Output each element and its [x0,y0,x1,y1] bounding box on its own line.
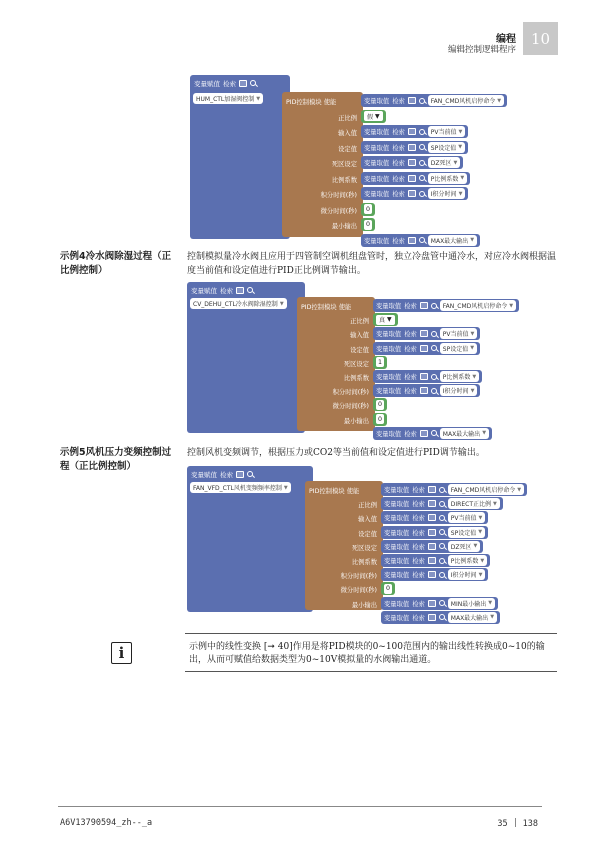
variable-name: P比例系数 [442,374,471,381]
pid-param-label: 比例系数 [343,375,369,382]
pid-block-diagram-dehumidify [187,282,553,437]
search-icon[interactable] [419,144,425,150]
search-label: 检索 [412,515,425,523]
boolean-value-block [361,110,386,123]
chevron-down-icon[interactable]: ▼ [283,484,288,491]
chapter-subtitle: 编辑控制逻辑程序 [447,45,516,55]
variable-dropdown[interactable] [428,173,467,184]
variable-getter-label: 变量取值 [376,374,402,381]
variable-picker-icon[interactable] [420,345,428,352]
search-label: 检索 [392,160,405,167]
search-icon[interactable] [439,558,445,564]
variable-getter-label: 变量取值 [364,191,390,198]
target-variable-dropdown[interactable] [193,93,263,104]
variable-dropdown[interactable] [448,569,486,580]
variable-dropdown[interactable] [440,371,479,382]
variable-name: MAX最大输出 [430,237,469,245]
pid-param-label: 输入值 [358,516,377,524]
pid-param-label: 设定值 [358,530,377,538]
chevron-down-icon[interactable]: ▼ [279,300,284,307]
variable-picker-icon[interactable] [428,529,436,536]
chevron-down-icon[interactable]: ▼ [256,95,261,102]
search-icon[interactable] [439,614,445,620]
variable-getter-block [381,554,490,567]
target-variable-name: CV_DEHU_CTL冷水阀除湿控制 [193,301,278,308]
search-label: 检索 [412,558,425,565]
search-icon[interactable] [439,487,445,493]
variable-picker-icon[interactable] [420,373,428,380]
number-value-block [361,203,375,216]
variable-dropdown[interactable] [440,343,477,354]
chevron-down-icon[interactable]: ▼ [375,112,380,120]
pid-param-label: 微分时间(秒) [340,587,377,595]
current-page: 35 [497,819,508,829]
pid-param-label: 最小输出 [331,223,357,230]
variable-picker-icon[interactable] [236,471,244,478]
boolean-value-block [373,313,398,326]
variable-getter-label: 变量取值 [384,543,410,551]
target-variable-dropdown[interactable] [190,298,287,309]
search-icon[interactable] [439,515,445,521]
example-4-title: 示例4冷水阀除湿过程（正比例控制） [60,251,172,276]
chevron-down-icon[interactable]: ▼ [493,500,497,507]
chevron-down-icon[interactable]: ▼ [473,543,478,550]
variable-picker-icon[interactable] [428,571,436,578]
variable-getter-block [373,384,480,397]
variable-assign-label: 变量赋值 [194,79,220,88]
pid-block-diagram-humidify [190,75,525,246]
chevron-down-icon[interactable]: ▼ [458,128,463,135]
search-label: 检索 [404,331,417,339]
variable-getter-block [381,611,500,624]
pid-param-label: 最小输出 [351,601,377,609]
search-label: 检索 [392,98,405,105]
pid-param-label: 微分时间(秒) [320,207,357,215]
search-label: 检索 [392,129,405,136]
number-value-block [373,356,387,369]
variable-getter-label: 变量取值 [376,331,402,339]
pid-param-label: 死区设定 [351,544,377,552]
variable-name: DZ死区 [430,160,452,167]
number-value-block [361,218,375,231]
variable-picker-icon[interactable] [236,287,244,294]
pid-param-label: 积分时间(秒) [340,573,377,581]
variable-getter-label: 变量取值 [384,529,410,537]
variable-dropdown[interactable] [428,126,466,137]
variable-dropdown[interactable] [440,428,489,439]
chevron-down-icon[interactable]: ▼ [472,373,477,380]
enable-variable-getter [361,94,507,107]
variable-getter-block [381,511,488,524]
variable-picker-icon[interactable] [428,500,436,507]
variable-dropdown[interactable] [440,385,478,396]
variable-dropdown[interactable] [448,598,495,609]
variable-picker-icon[interactable] [408,237,416,244]
pid-param-label: 死区设定 [343,360,369,368]
variable-picker-icon[interactable] [428,614,436,621]
variable-getter-label: 变量取值 [376,430,402,438]
variable-name: MAX最大输出 [442,430,481,438]
target-variable-name: FAN_VFD_CTL风机变频频率控制 [193,485,282,492]
variable-picker-icon[interactable] [408,144,416,151]
chevron-down-icon[interactable]: ▼ [509,302,514,309]
search-icon[interactable] [439,572,445,578]
pid-block-diagram-fan-vfd [187,466,557,623]
variable-getter-label: 变量取值 [376,388,402,396]
search-label: 检索 [392,144,405,152]
number-input[interactable]: 0 [378,415,383,423]
search-icon[interactable] [431,331,437,337]
variable-dropdown[interactable] [428,157,461,168]
variable-getter-block [373,427,492,440]
variable-picker-icon[interactable] [420,430,428,437]
search-icon[interactable] [419,191,425,197]
document-id: A6V13790594_zh--_a [60,818,153,828]
variable-dropdown[interactable] [448,612,497,623]
note-text: 示例中的线性变换 [➞ 40]作用是将PID模块的0~100范围内的输出线性转换成0~10的输出，从而可赋值给数据类型为0~10V模拟量的水阀输出通道。 [189,642,545,665]
number-input[interactable]: 1 [378,358,383,366]
variable-getter-block [361,187,468,200]
variable-getter-block [373,327,480,340]
boolean-value: 真 [379,317,386,325]
variable-assign-label: 变量赋值 [191,470,217,479]
pid-module-label: PID控制模块 使能 [301,304,352,311]
variable-name: PV当前值 [450,515,477,523]
chevron-down-icon[interactable]: ▼ [470,237,475,243]
variable-picker-icon[interactable] [239,80,247,87]
variable-dropdown[interactable] [440,300,516,311]
variable-name: FAN_CMD风机启停命令 [430,98,496,105]
pid-param-label: 死区设定 [331,161,357,168]
variable-name: P比例系数 [450,558,479,565]
search-icon[interactable] [419,160,425,166]
target-variable-name: HUM_CTL加湿阀控制 [196,96,255,103]
variable-getter-label: 变量取值 [376,303,402,310]
search-label: 检索 [392,237,405,245]
variable-name: DZ死区 [450,543,472,551]
variable-dropdown[interactable] [448,527,485,538]
variable-getter-block [373,342,480,355]
note-bottom-rule [185,671,557,672]
search-icon[interactable] [431,430,437,436]
pid-param-label: 微分时间(秒) [332,403,369,411]
pid-param-label: 积分时间(秒) [320,192,357,199]
variable-getter-label: 变量取值 [384,515,410,523]
example-4-description: 控制模拟量冷水阀且应用于四管制空调机组盘管时，独立冷盘管中通冷水，对应冷水阀根据温度当前值和设定值进行PID正比例调节输出。 [187,252,557,276]
pid-param-label: 比例系数 [351,559,377,566]
variable-getter-label: 变量取值 [364,144,390,152]
variable-getter-block [381,597,498,610]
number-value-block [373,413,387,426]
search-icon[interactable] [419,98,425,104]
search-label: 检索 [223,79,236,88]
variable-getter-label: 变量取值 [364,237,390,245]
variable-getter-label: 变量取值 [384,614,410,622]
search-label: 检索 [404,374,417,381]
pid-param-label: 最大输出 [343,431,369,439]
search-label: 检索 [404,345,417,353]
variable-dropdown[interactable] [428,235,477,246]
variable-getter-label: 变量取值 [384,600,410,608]
chevron-down-icon[interactable]: ▼ [460,175,465,181]
chevron-down-icon[interactable]: ▼ [458,144,463,150]
search-label: 检索 [392,175,405,183]
variable-getter-label: 变量取值 [384,501,410,509]
search-icon[interactable] [419,129,425,135]
variable-name: FAN_CMD风机启停命令 [450,487,516,494]
pid-param-label: 设定值 [338,145,357,153]
variable-dropdown[interactable] [448,555,487,566]
chevron-down-icon[interactable]: ▼ [480,557,485,564]
chevron-down-icon[interactable]: ▼ [453,159,458,166]
variable-picker-icon[interactable] [428,514,436,521]
pid-param-label: 正比例 [350,318,369,326]
variable-picker-icon[interactable] [420,302,428,309]
chevron-down-icon[interactable]: ▼ [470,387,475,394]
boolean-dropdown[interactable] [364,111,383,121]
chapter-number-badge: 10 [523,22,558,55]
pid-param-label: 最大输出 [331,238,357,246]
search-icon[interactable] [431,374,437,380]
variable-name: MIN最小输出 [450,600,487,608]
pid-param-label: 最小输出 [343,417,369,425]
search-label: 检索 [412,600,425,608]
variable-getter-block [373,370,482,383]
note-top-rule [185,633,557,634]
search-label: 检索 [220,286,233,295]
pid-param-label: 正比例 [338,114,357,122]
example-5-description: 控制风机变频调节，根据压力或CO2等当前值和设定值进行PID调节输出。 [187,448,485,458]
chapter-title: 编程 [496,34,516,45]
search-label: 检索 [392,191,405,198]
chevron-down-icon[interactable]: ▼ [497,97,502,104]
pid-param-label: 设定值 [350,346,369,354]
variable-dropdown[interactable] [428,95,504,106]
variable-picker-icon[interactable] [428,543,436,550]
number-input[interactable]: 0 [366,221,371,228]
variable-dropdown[interactable] [428,188,466,199]
variable-assign-label: 变量赋值 [191,286,217,295]
info-icon: i [111,642,132,664]
search-label: 检索 [220,470,233,479]
search-label: 检索 [412,529,425,537]
variable-getter-block [361,156,463,169]
chevron-down-icon[interactable]: ▼ [478,514,483,521]
variable-picker-icon[interactable] [408,159,416,166]
search-icon[interactable] [439,501,445,507]
variable-getter-block [381,568,488,581]
search-icon[interactable] [439,529,445,535]
search-label: 检索 [412,487,425,494]
search-icon[interactable] [431,303,437,309]
search-icon[interactable] [419,175,425,181]
number-input[interactable]: 0 [386,585,391,593]
variable-dropdown[interactable] [448,512,486,523]
variable-picker-icon[interactable] [408,128,416,135]
variable-getter-block [381,497,503,510]
variable-picker-icon[interactable] [408,190,416,197]
boolean-value: 假 [367,113,374,121]
variable-name: FAN_CMD风机启停命令 [442,303,508,310]
number-value-block [373,398,387,411]
variable-picker-icon[interactable] [408,97,416,104]
chevron-down-icon[interactable]: ▼ [482,430,487,437]
variable-name: SP设定值 [442,345,469,353]
variable-name: I积分时间 [430,191,457,198]
variable-dropdown[interactable] [448,541,481,552]
enable-variable-getter [381,483,527,496]
variable-picker-icon[interactable] [408,175,416,182]
variable-getter-block [361,125,468,138]
search-icon[interactable] [431,388,437,394]
pid-param-label: 最大输出 [351,615,377,623]
search-icon[interactable] [431,345,437,351]
pid-param-label: 积分时间(秒) [332,389,369,397]
target-variable-dropdown[interactable] [190,482,291,493]
variable-picker-icon[interactable] [420,387,428,394]
search-icon[interactable] [247,287,253,293]
variable-getter-label: 变量取值 [364,160,390,167]
variable-dropdown[interactable] [448,484,524,495]
variable-picker-icon[interactable] [428,557,436,564]
number-input[interactable]: 0 [378,401,383,409]
variable-name: P比例系数 [430,175,459,183]
pid-param-label: 正比例 [358,502,377,510]
variable-getter-block [381,526,488,539]
number-value-block [381,582,395,595]
variable-assign-header [187,282,257,298]
variable-name: DIRECT正比例 [450,501,491,509]
search-icon[interactable] [439,543,445,549]
chevron-down-icon[interactable]: ▼ [470,330,475,337]
variable-getter-label: 变量取值 [364,175,390,183]
variable-assign-header [190,75,260,91]
total-pages: 138 [522,819,538,829]
search-icon[interactable] [247,471,253,477]
search-label: 检索 [412,614,425,622]
variable-getter-label: 变量取值 [364,129,390,136]
chevron-down-icon[interactable]: ▼ [470,345,475,352]
variable-getter-label: 变量取值 [364,98,390,105]
chevron-down-icon[interactable]: ▼ [490,614,495,621]
chevron-down-icon[interactable]: ▼ [387,316,392,324]
variable-getter-block [381,540,483,553]
variable-getter-label: 变量取值 [384,572,410,580]
footer-rule [58,806,542,807]
chevron-down-icon[interactable]: ▼ [517,486,522,493]
search-label: 检索 [412,543,425,551]
variable-picker-icon[interactable] [420,330,428,337]
variable-dropdown[interactable] [448,498,500,509]
search-label: 检索 [412,572,425,580]
variable-name: I积分时间 [442,388,469,396]
variable-name: I积分时间 [450,572,477,580]
variable-dropdown[interactable] [428,142,465,153]
variable-name: SP设定值 [450,529,477,537]
search-label: 检索 [404,430,417,438]
variable-getter-block [361,234,480,247]
chevron-down-icon[interactable]: ▼ [478,571,483,578]
search-icon[interactable] [419,237,425,243]
search-icon[interactable] [250,80,256,86]
variable-name: MAX最大输出 [450,614,489,622]
pid-param-label: 比例系数 [331,176,357,184]
example-5-title: 示例5风机压力变频控制过程（正比例控制） [60,447,172,472]
variable-assign-header [187,466,257,482]
variable-getter-block [361,172,470,185]
pid-param-label: 输入值 [350,332,369,340]
search-label: 检索 [404,388,417,396]
number-input[interactable]: 0 [366,205,371,213]
variable-getter-block [361,141,468,154]
variable-getter-label: 变量取值 [384,558,410,565]
page-number [497,818,538,829]
search-label: 检索 [404,303,417,310]
variable-name: SP设定值 [430,144,457,152]
enable-variable-getter [373,299,519,312]
variable-dropdown[interactable] [440,328,478,339]
search-icon[interactable] [439,600,445,606]
variable-name: PV当前值 [442,331,469,339]
pid-module-label: PID控制模块 使能 [309,488,360,495]
variable-picker-icon[interactable] [428,486,436,493]
variable-getter-label: 变量取值 [384,487,410,494]
chevron-down-icon[interactable]: ▼ [478,529,483,536]
pid-param-label: 输入值 [338,130,357,137]
pid-module-label: PID控制模块 使能 [286,99,337,106]
variable-picker-icon[interactable] [428,600,436,607]
search-label: 检索 [412,501,425,509]
variable-name: PV当前值 [430,129,457,136]
chevron-down-icon[interactable]: ▼ [458,190,463,197]
variable-getter-label: 变量取值 [376,345,402,353]
chevron-down-icon[interactable]: ▼ [488,600,493,607]
boolean-dropdown[interactable] [376,315,395,325]
